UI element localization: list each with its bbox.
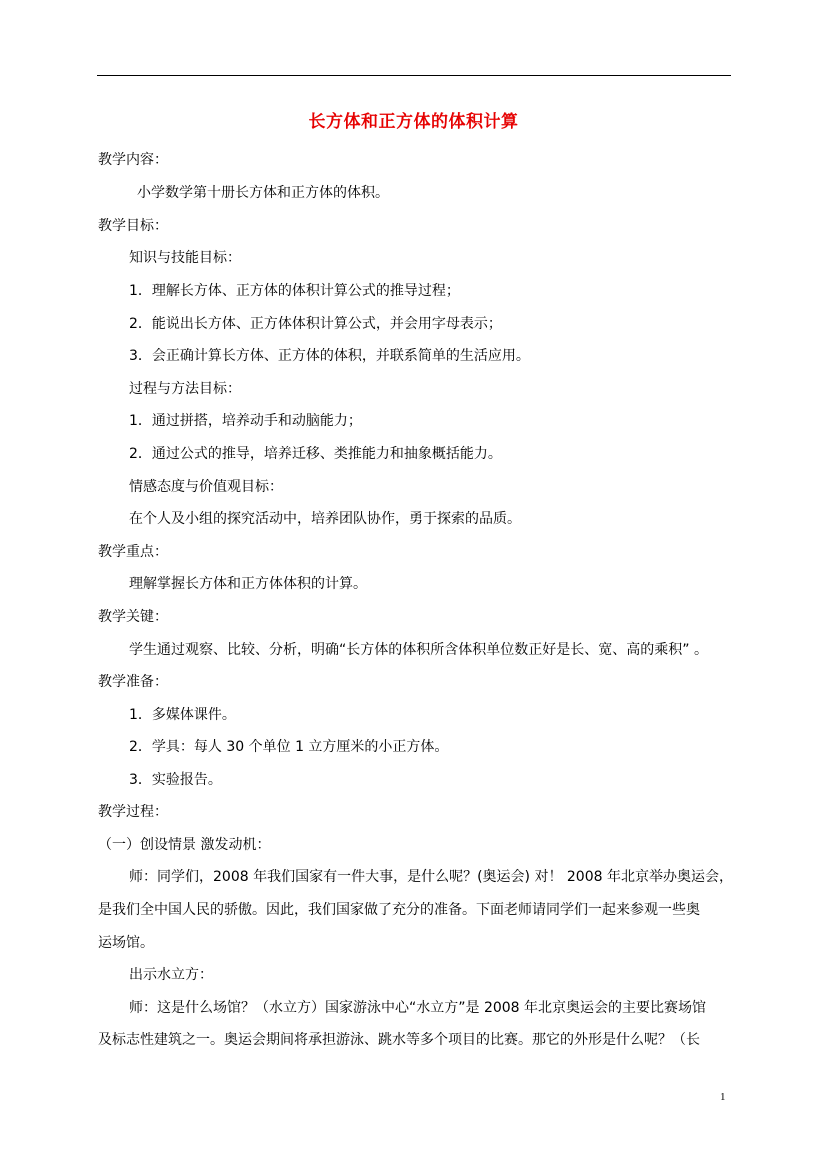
heading-teaching-key: 教学关键： bbox=[98, 609, 168, 625]
list-item: 2．通过公式的推导，培养迁移、类推能力和抽象概括能力。 bbox=[129, 446, 502, 462]
heading-teaching-objectives: 教学目标： bbox=[98, 218, 168, 234]
heading-teaching-process: 教学过程： bbox=[98, 804, 168, 820]
paragraph-line: 师：这是什么场馆？（水立方）国家游泳中心“水立方”是 2008 年北京奥运会的主要比赛场馆 bbox=[129, 1000, 707, 1016]
list-item: 3．会正确计算长方体、正方体的体积，并联系简单的生活应用。 bbox=[129, 348, 530, 364]
paragraph-line: 运场馆。 bbox=[98, 935, 154, 951]
page-number: 1 bbox=[720, 1091, 726, 1103]
list-item: 1．理解长方体、正方体的体积计算公式的推导过程； bbox=[129, 283, 460, 299]
paragraph-line: 是我们全中国人民的骄傲。因此，我们国家做了充分的准备。下面老师请同学们一起来参观一些奥 bbox=[98, 902, 700, 918]
section-heading: （一）创设情景 激发动机： bbox=[98, 837, 271, 853]
subheading-knowledge-skills: 知识与技能目标： bbox=[129, 250, 241, 266]
document-title: 长方体和正方体的体积计算 bbox=[308, 112, 519, 132]
list-item: 2．能说出长方体、正方体体积计算公式，并会用字母表示； bbox=[129, 316, 502, 332]
header-rule bbox=[97, 75, 731, 76]
heading-key-points: 教学重点： bbox=[98, 544, 168, 560]
list-item: 1．通过拼搭，培养动手和动脑能力； bbox=[129, 413, 362, 429]
paragraph-line: 出示水立方： bbox=[129, 967, 213, 983]
paragraph-line: 在个人及小组的探究活动中，培养团队协作，勇于探索的品质。 bbox=[129, 511, 521, 527]
paragraph-line: 学生通过观察、比较、分析，明确“长方体的体积所含体积单位数正好是长、宽、高的乘积” 。 bbox=[129, 642, 708, 658]
list-item: 1．多媒体课件。 bbox=[129, 707, 236, 723]
paragraph-line: 理解掌握长方体和正方体体积的计算。 bbox=[129, 576, 367, 592]
paragraph-line: 师：同学们，2008 年我们国家有一件大事，是什么呢？(奥运会) 对！ 2008 年北京举办奥运会， bbox=[129, 869, 733, 885]
subheading-emotion-values: 情感态度与价值观目标： bbox=[129, 479, 283, 495]
heading-teaching-content: 教学内容： bbox=[98, 152, 168, 168]
list-item: 3．实验报告。 bbox=[129, 772, 222, 788]
heading-teaching-preparation: 教学准备： bbox=[98, 674, 168, 690]
list-item: 2．学具：每人 30 个单位 1 立方厘米的小正方体。 bbox=[129, 739, 449, 755]
subheading-process-methods: 过程与方法目标： bbox=[129, 381, 241, 397]
paragraph-line: 及标志性建筑之一。奥运会期间将承担游泳、跳水等多个项目的比赛。那它的外形是什么呢？（长 bbox=[98, 1032, 700, 1048]
paragraph-line: 小学数学第十册长方体和正方体的体积。 bbox=[137, 185, 389, 201]
